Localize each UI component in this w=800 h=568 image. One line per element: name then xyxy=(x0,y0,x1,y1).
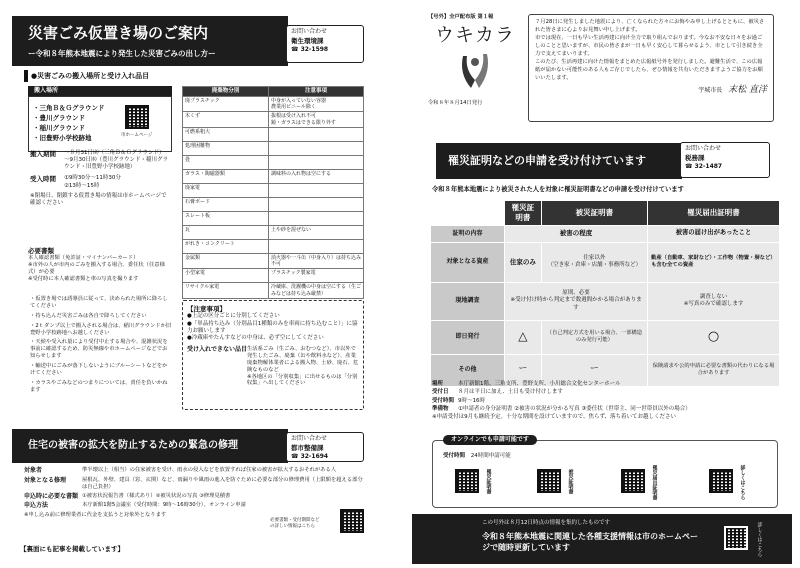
city-logo-icon xyxy=(455,50,495,94)
qr-caption: 市ホームページ xyxy=(121,132,153,138)
mayor-signature: 末松 直洋 xyxy=(728,84,767,95)
waste-note: 土や砂を混ぜない xyxy=(269,225,364,239)
list-item: ・持ち込んだ災害ごみは各自で降ろしてください xyxy=(30,312,147,319)
waste-note: 消火器や一斗缶（中身入り）は持ち込み不可 xyxy=(269,253,364,269)
cert-title: 罹災証明などの申請を受け付けています xyxy=(448,154,646,167)
waste-category: 小型家電 xyxy=(183,269,269,283)
waste-note xyxy=(269,197,364,211)
info-value: ８月は平日に加え、土日も受け付けします xyxy=(458,389,563,396)
info-value: 9時〜16時 xyxy=(458,397,485,404)
waste-note: プラスチック製家電 xyxy=(269,269,364,283)
info-key: 受付日 xyxy=(432,389,449,396)
table-cell: 動産（自動車、家財など）・工作物（物置・塀など）も含む全ての資産 xyxy=(648,242,780,282)
repair-details xyxy=(24,467,364,519)
contact-tel: ☎ 32-1694 xyxy=(291,453,329,461)
masthead-logo-text: ウキカラ xyxy=(434,23,515,46)
repair-qr-caption: 必要書類・受付期間など の詳しい情報はこちら xyxy=(270,518,320,529)
info-key: 準備物 xyxy=(432,405,449,412)
waste-category: 畳 xyxy=(183,155,269,169)
table-row xyxy=(183,283,364,299)
list-item: ・天候や受入れ量により受付中止する場合や、混雑状況を事前に確認するため、防災無線や市ホームページなどでお知らせします xyxy=(30,339,168,360)
info-value: ①申請者の身分証明書 ②被害の状況が分かる写真 ③委任状（世帯主、同一世帯員以外の場合） xyxy=(458,405,691,412)
waste-category: 廃プラスチック xyxy=(183,96,269,112)
list-item: ・輸送中にごみが落下しないようにブルーシートなどをかけてください xyxy=(30,363,168,376)
waste-category: 木くず xyxy=(183,112,269,128)
qr-code-detail[interactable] xyxy=(709,469,733,493)
list-item: ・仮置き場では誘導員に従って、決められた場所に降ろしてください xyxy=(30,296,168,309)
cert-title-banner xyxy=(436,143,682,179)
site-item: ・稲川グラウンド xyxy=(33,123,85,132)
online-title: オンラインでも申請可能です xyxy=(443,435,537,445)
waste-category: リサイクル家電 xyxy=(183,283,269,299)
row-header: 即日発行 xyxy=(431,320,505,354)
table-row xyxy=(183,253,364,269)
masthead xyxy=(428,14,522,124)
required-docs-text: 本人確認書類（免許証・マイナンバーカード） ※市外の人が市内のごみを搬入する場合、委任状（任意様式）が必要 ※受付時に本人確認書類と車の写真を撮ります xyxy=(28,255,165,283)
waste-category: 可燃系粗大 xyxy=(183,127,269,141)
table-cell: ○ xyxy=(648,320,780,354)
not-accepted-label: 受け入れできない品目 xyxy=(187,346,248,353)
table-row xyxy=(183,225,364,239)
qr-code-cert-3[interactable] xyxy=(621,469,645,493)
bottom-note: この号外は８月12日時点の情報を集約したものです xyxy=(482,520,611,526)
caution-box xyxy=(182,300,364,410)
row-header: 現地調査 xyxy=(431,282,505,320)
site-header: 搬入場所 xyxy=(28,86,172,96)
table-row xyxy=(183,169,364,183)
waste-category: 石膏ボード xyxy=(183,197,269,211)
table-header: 罹災証明書 xyxy=(505,201,542,226)
section-heading-dropoff: ●災害ごみの搬入場所と受け入れ品目 xyxy=(24,70,284,82)
not-accepted-text: 生活系ごみ（生ごみ、おむつなど）、市以外で発生したごみ、廃棄（缶や飲料水など）、産業廃棄物解体業者による搬入物、土砂、廃石、危険なものなど ※各地区の「分別収集」に出せるものは「分別収集」へ出してください xyxy=(247,346,359,387)
dropoff-rules-list xyxy=(30,296,172,394)
waste-note xyxy=(269,127,364,141)
bottom-main: 令和８年熊本地震に関連した各種支援情報は市のホームページで随時更新しています xyxy=(482,532,698,553)
table-header: 被災証明書 xyxy=(541,201,647,226)
table-cell: ー xyxy=(505,354,542,386)
list-item: ・2ｔダンプ以上で搬入される場合は、稲川グラウンドか旧豊野小学校跡地へお越しください xyxy=(30,322,172,336)
closure-note: ※閉場日、閉鎖する仮置き場の情報は市ホームページで確認ください xyxy=(30,192,167,206)
repair-title-banner xyxy=(12,429,288,463)
qr-code-cert-1[interactable] xyxy=(455,469,479,493)
repair-key: 申込時に必要な書類 xyxy=(24,492,79,500)
waste-category: 廃家電 xyxy=(183,183,269,197)
back-page-note: 【裏面にも記事を掲載しています】 xyxy=(20,545,124,553)
issue-tag: 【号外】全戸配布版 第１報 xyxy=(428,14,494,20)
mayor-title: 宇城市長 xyxy=(698,86,723,94)
qr-code-homepage[interactable] xyxy=(724,526,748,550)
contact-box-tax xyxy=(680,142,770,178)
waste-category: スレート板 xyxy=(183,211,269,225)
list-item: ・カラスやごみなどのつまりについては、責任を負いかねます xyxy=(30,379,168,393)
info-key: 受付時間 xyxy=(432,397,455,404)
dropoff-site-box xyxy=(28,86,172,152)
contact-label: お問い合わせ xyxy=(291,28,328,35)
info-key: 場所 xyxy=(432,381,444,387)
table-cell: 原則、必要 ※受け付け時から判定まで数週間かかる場合があります xyxy=(505,282,648,320)
online-hours-label: 受付時間 xyxy=(443,453,466,459)
left-title-banner xyxy=(12,16,288,66)
table-header: 廃棄物分別 xyxy=(183,87,269,97)
table-row xyxy=(183,239,364,253)
contact-label: お問い合わせ xyxy=(685,145,722,152)
contact-tel: ☎ 32-1487 xyxy=(685,163,723,171)
bottom-qr-label: 詳しくはこちら xyxy=(756,522,763,557)
table-row xyxy=(183,197,364,211)
mayor-message-box xyxy=(528,14,774,122)
waste-note xyxy=(269,141,364,155)
qr-code-cert-2[interactable] xyxy=(537,469,561,493)
table-cell: 被害の届け出があったこと xyxy=(648,225,780,242)
caution-item: ●上記の区分ごとに分別してください xyxy=(187,313,280,320)
row-header: その他 xyxy=(431,354,505,386)
caution-item: ●「単品持ち込み（分別品目1種類のみを車両に持ち込むこと）」に協力お願いします xyxy=(187,320,358,334)
table-cell: 被害の程度 xyxy=(505,225,648,242)
detail-label: 詳しくはこちら xyxy=(739,465,746,500)
table-header: 罹災届出証明書 xyxy=(648,201,780,226)
online-apply-box xyxy=(432,436,778,508)
period-label: 搬入期間 xyxy=(30,150,56,158)
table-cell: 保険請求や公的申請に必要な書類の代わりになる場合があります xyxy=(648,354,780,386)
info-value: 本庁新館1階、三角支所、豊野支所、小川総合文化センターホール xyxy=(458,381,621,387)
waste-note xyxy=(269,211,364,225)
site-item: ・豊川グラウンド xyxy=(33,113,85,122)
repair-value: ①被害状況報告書（様式あり）②被災状況の写真 ③修理見積書 xyxy=(82,492,231,499)
contact-box-urban xyxy=(286,432,364,462)
repair-value: 準半壊以上（相当）の住家被害を受け、雨水の侵入などを放置すれば住家の被害が拡大するおそれがある人 xyxy=(82,467,337,473)
contact-dept: 衛生環境課 xyxy=(291,36,324,45)
waste-note xyxy=(269,155,364,169)
table-cell: 住家以外 （空き家・倉庫・店舗・事務所など） xyxy=(541,242,647,282)
repair-value: 屋根瓦、外壁、建具（窓、玄関）など、雨漏りや風雨の進入を防ぐために必要な部分の修理費用（上限額を超える部分は自己負担） xyxy=(82,476,363,490)
waste-category: がれき・コンクリート xyxy=(183,239,269,253)
table-row xyxy=(183,112,364,128)
mayor-message: ７月28日に発生しました地震により、亡くなられた方々にお悔やみ申し上げるとともに、被災された皆さまに心よりお見舞い申し上げます。 市では現在、一日も早い生活再建に向け全力で取り組んでおります。今なお不安な日々をお過ごしのことと思いますが、市民の皆さまが一日も早く安心して暮らせるよう、市として引き続き全力で支えてまいります。 このたび、生活再建に向けた情報をまとめた広報紙号外を発行しました。避難生活で、この広報紙が届かない可能性のある人もご存じでしたら、ぜひ情報を共有いただきますようご協力をお願いいたします。 xyxy=(535,19,765,81)
caution-title: 【注意事項】 xyxy=(187,305,226,313)
caution-item: ●冷蔵庫やたんすなどの中身は、必ず空にしてください xyxy=(187,334,324,341)
page-title: 災害ごみ仮置き場のご案内 xyxy=(28,24,209,42)
contact-box-sanitation xyxy=(286,25,364,63)
site-item: ・旧豊野小学校跡地 xyxy=(33,133,92,142)
row-header: 対象となる資産 xyxy=(431,242,505,282)
waste-note: 中身が入っていない容器 農業用ビニール除く xyxy=(269,96,364,112)
repair-value: 本庁新館1階5会議室（受付時間：9時〜16時30分）、オンライン申請 xyxy=(82,502,246,509)
table-row xyxy=(183,155,364,169)
waste-note: 抜根は受け入れ不可 鏡・ガラスはできる限り外す xyxy=(269,112,364,128)
required-docs-title: 必要書類 xyxy=(28,247,54,255)
table-row xyxy=(183,269,364,283)
issue-date: 令和８年８月14日発行 xyxy=(428,100,483,107)
hours-text: ①9時30分〜11時30分 ②13時〜15時 xyxy=(64,175,121,189)
site-item: ・三角Ｂ＆Ｇグラウンド xyxy=(33,103,105,112)
period-text: 〜８月31日㈮（三角Ｂ＆Ｇグラウンド） 〜9月30日㈬（豊川グラウンド・稲川グラウンド・旧豊野小学校跡地） xyxy=(64,150,168,171)
table-row xyxy=(183,96,364,112)
period-block xyxy=(30,150,170,207)
table-row xyxy=(183,211,364,225)
table-cell: 調査しない ※写真のみで確認します xyxy=(648,282,780,320)
cert-lead: 令和８年熊本地震により被災された人を対象に罹災証明書などの申請を受け付けています xyxy=(432,186,684,193)
bottom-banner xyxy=(412,514,792,564)
table-row xyxy=(183,141,364,155)
contact-label: お問い合わせ xyxy=(291,435,328,442)
waste-category: 処理困難物 xyxy=(183,141,269,155)
page-subtitle: ー令和８年熊本地震により発生した災害ごみの出し方ー xyxy=(28,48,216,58)
table-cell: （自己判定方式を用いる場合、一部構造のみ発行可能） xyxy=(541,320,647,354)
table-row xyxy=(183,183,364,197)
repair-key: 対象となる修理 xyxy=(24,476,67,484)
table-row xyxy=(183,127,364,141)
repair-key: 申込方法 xyxy=(24,502,49,510)
waste-sorting-table xyxy=(182,86,364,299)
qr-label: 罹災届出証明書 xyxy=(651,465,658,500)
waste-note: 調味料の入れ物は空にする xyxy=(269,169,364,183)
waste-category: ガラス・陶磁器類 xyxy=(183,169,269,183)
waste-note: 冷蔵庫、洗濯機の中身は空にする（生ごみなどは持ち込み厳禁） xyxy=(269,283,364,299)
qr-label: 被災証明書 xyxy=(567,469,574,494)
table-header: 注意事項 xyxy=(269,87,364,97)
qr-code-repair[interactable] xyxy=(340,509,364,533)
online-hours: 24時間申請可能 xyxy=(470,453,511,459)
contact-tel: ☎ 32-1598 xyxy=(291,46,329,54)
required-docs-block xyxy=(28,247,172,283)
table-cell: 住家のみ xyxy=(505,242,542,282)
contact-dept: 都市整備課 xyxy=(291,443,324,452)
repair-title: 住宅の被害の拡大を防止するための緊急の修理 xyxy=(28,440,238,451)
repair-key: 対象者 xyxy=(24,467,43,474)
contact-dept: 税務課 xyxy=(685,153,705,162)
cert-info xyxy=(432,380,782,421)
waste-note xyxy=(269,239,364,253)
waste-category: 瓦 xyxy=(183,225,269,239)
qr-code-city-site[interactable] xyxy=(125,105,149,129)
info-note: ※申請受付は9月も継続予定。十分な期間を設けていますので、焦らず、落ち着いてお越しください xyxy=(432,414,677,420)
table-cell: ー xyxy=(541,354,647,386)
table-cell: △ xyxy=(505,320,542,354)
waste-category: 金属類 xyxy=(183,253,269,269)
hours-label: 受入時間 xyxy=(30,175,56,184)
qr-label: 罹災証明書 xyxy=(485,469,492,494)
row-header: 証明の内容 xyxy=(431,225,505,242)
repair-note: ※申し込み前に修理業者に代金を支払うと対象外となります xyxy=(24,512,167,519)
waste-note xyxy=(269,183,364,197)
certificate-table xyxy=(430,200,780,387)
